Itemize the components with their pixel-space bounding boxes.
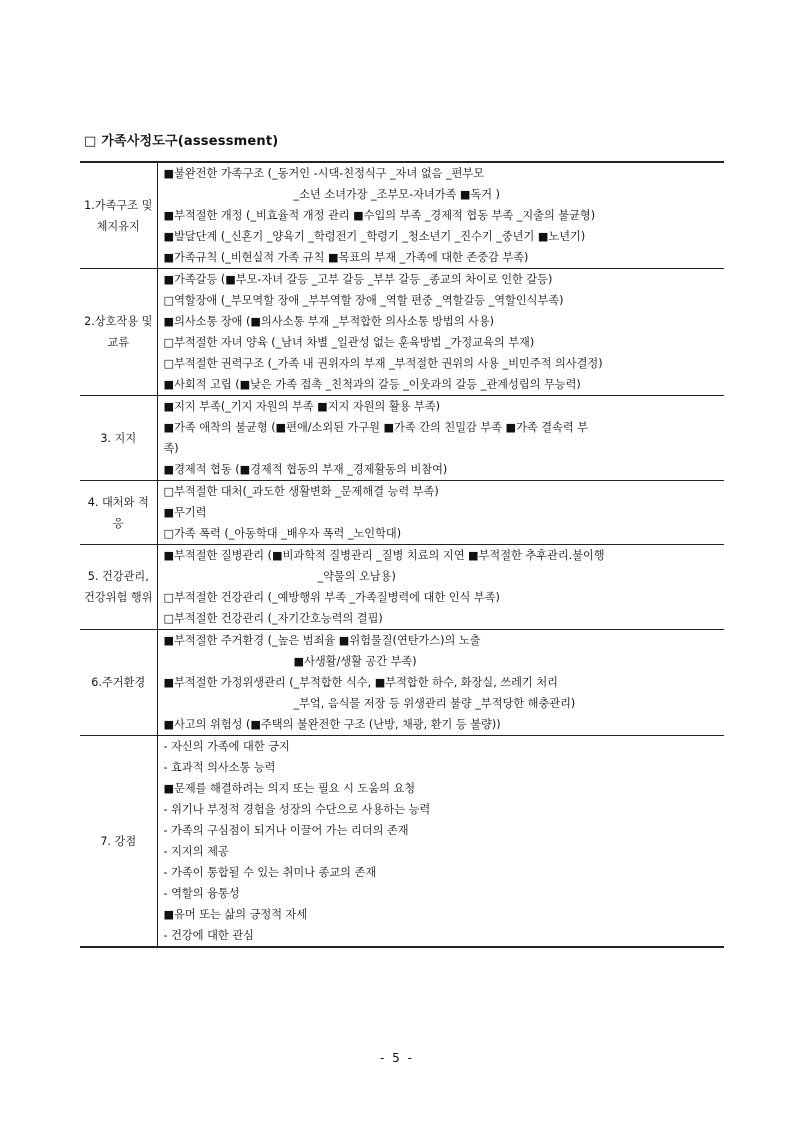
assessment-table-body: [80, 162, 724, 947]
assessment-item: ■의사소통 장애 (■의사소통 부재 _부적합한 의사소통 방법의 사용): [163, 315, 495, 328]
assessment-item: _부엌, 음식물 저장 등 위생관리 불량 _부적당한 해충관리): [293, 697, 576, 710]
assessment-item: - 가족의 구심점이 되거나 이끌어 가는 리더의 존재: [163, 824, 409, 837]
assessment-item: □부적절한 권력구조 (_가족 내 권위자의 부재 _부적절한 권위의 사용 _비민주적 의사결정): [163, 357, 603, 370]
assessment-item: □부적절한 대처(_과도한 생활변화 _문제해결 능력 부족): [163, 485, 439, 498]
category-items: [157, 269, 724, 396]
assessment-item: ■유머 또는 삶의 긍정적 자세: [163, 908, 308, 921]
assessment-item: _소년 소녀가장 _조부모-자녀가족 ■독거 ): [293, 188, 500, 201]
assessment-item: ■가족규칙 (_비현실적 가족 규칙 ■목표의 부재 _가족에 대한 존중감 부족): [163, 251, 529, 264]
category-label: 6.주거환경: [80, 630, 157, 736]
assessment-row: [80, 481, 724, 545]
category-items: [157, 481, 724, 545]
assessment-item: ■불완전한 가족구조 (_동거인 -시댁-친정식구 _자녀 없음 _편부모: [163, 167, 484, 180]
assessment-item: ■지지 부족(_기지 자원의 부족 ■지지 자원의 활용 부족): [163, 400, 441, 413]
assessment-row: [80, 736, 724, 948]
assessment-item: ■발달단계 (_신혼기 _양육기 _학령전기 _학령기 _청소년기 _진수기 _중년기 ■노년기): [163, 230, 586, 243]
assessment-row: [80, 630, 724, 736]
assessment-row: [80, 269, 724, 396]
assessment-item: ■가족갈등 (■부모-자녀 갈등 _고부 갈등 _부부 갈등 _종교의 차이로 인한 갈등): [163, 273, 553, 286]
page-number: - 5 -: [380, 1051, 414, 1065]
assessment-item: 족): [163, 442, 179, 455]
category-label: 3. 지지: [80, 396, 157, 481]
category-label: 5. 건강관리, 건강위험 행위: [80, 545, 157, 630]
assessment-item: _약물의 오남용): [317, 570, 396, 583]
assessment-item: ■부적절한 질병관리 (■비과학적 질병관리 _질병 치료의 지연 ■부적절한 추후관리.불이행: [163, 549, 605, 562]
assessment-item: □부적절한 자녀 양육 (_남녀 차별 _일관성 없는 훈육방법 _가정교육의 부재): [163, 336, 535, 349]
category-items: [157, 545, 724, 630]
assessment-item: ■문제를 해결하려는 의지 또는 필요 시 도움의 요청: [163, 782, 416, 795]
section-heading: □ 가족사정도구(assessment): [84, 134, 279, 149]
assessment-item: □부적절한 건강관리 (_예방행위 부족 _가족질병력에 대한 인식 부족): [163, 591, 500, 604]
assessment-item: ■부적절한 가정위생관리 (_부적합한 식수, ■부적합한 하수, 화장실, 쓰레기 처리: [163, 676, 558, 689]
assessment-item: □가족 폭력 (_아동학대 _배우자 폭력 _노인학대): [163, 527, 402, 540]
category-label: 1.가족구조 및 체지유지: [80, 162, 157, 269]
category-items: [157, 630, 724, 736]
assessment-item: - 자신의 가족에 대한 긍지: [163, 740, 290, 753]
category-items: [157, 162, 724, 269]
assessment-row: [80, 545, 724, 630]
assessment-item: - 건강에 대한 관심: [163, 929, 254, 942]
category-label: 7. 강점: [80, 736, 157, 948]
assessment-item: ■부적절한 주거환경 (_높은 범죄율 ■위험물질(연탄가스)의 노출: [163, 634, 481, 647]
category-items: [157, 736, 724, 948]
assessment-table: [80, 161, 724, 948]
assessment-item: - 위기나 부정적 경험을 성장의 수단으로 사용하는 능력: [163, 803, 431, 816]
assessment-item: ■사생활/생활 공간 부족): [293, 655, 417, 668]
assessment-item: - 지지의 제공: [163, 845, 229, 858]
assessment-row: [80, 396, 724, 481]
assessment-item: □부적절한 건강관리 (_자기간호능력의 결핍): [163, 612, 383, 625]
assessment-item: ■가족 애착의 불균형 (■편애/소외된 가구원 ■가족 간의 친밀감 부족 ■가족 결속력 부: [163, 421, 589, 434]
assessment-item: □역할장애 (_부모역할 장애 _부부역할 장애 _역할 편중 _역할갈등 _역할인식부족): [163, 294, 564, 307]
assessment-row: [80, 162, 724, 269]
assessment-item: ■사회적 고립 (■낮은 가족 접촉 _친척과의 갈등 _이웃과의 갈등 _관계성립의 무능력): [163, 378, 581, 391]
assessment-item: ■사고의 위험성 (■주택의 불완전한 구조 (난방, 채광, 환기 등 불량)): [163, 718, 501, 731]
category-label: 4. 대처와 적응: [80, 481, 157, 545]
assessment-item: ■부적절한 개정 (_비효율적 개정 관리 ■수입의 부족 _경제적 협동 부족 _지출의 불균형): [163, 209, 596, 222]
category-label: 2.상호작용 및 교류: [80, 269, 157, 396]
assessment-item: - 효과적 의사소통 능력: [163, 761, 276, 774]
assessment-item: ■무기력: [163, 506, 207, 519]
assessment-item: - 역할의 융통성: [163, 887, 240, 900]
assessment-item: - 가족이 통합될 수 있는 취미나 종교의 존재: [163, 866, 377, 879]
category-items: [157, 396, 724, 481]
assessment-item: ■경제적 협동 (■경제적 협동의 부재 _경제활동의 비참여): [163, 463, 448, 476]
